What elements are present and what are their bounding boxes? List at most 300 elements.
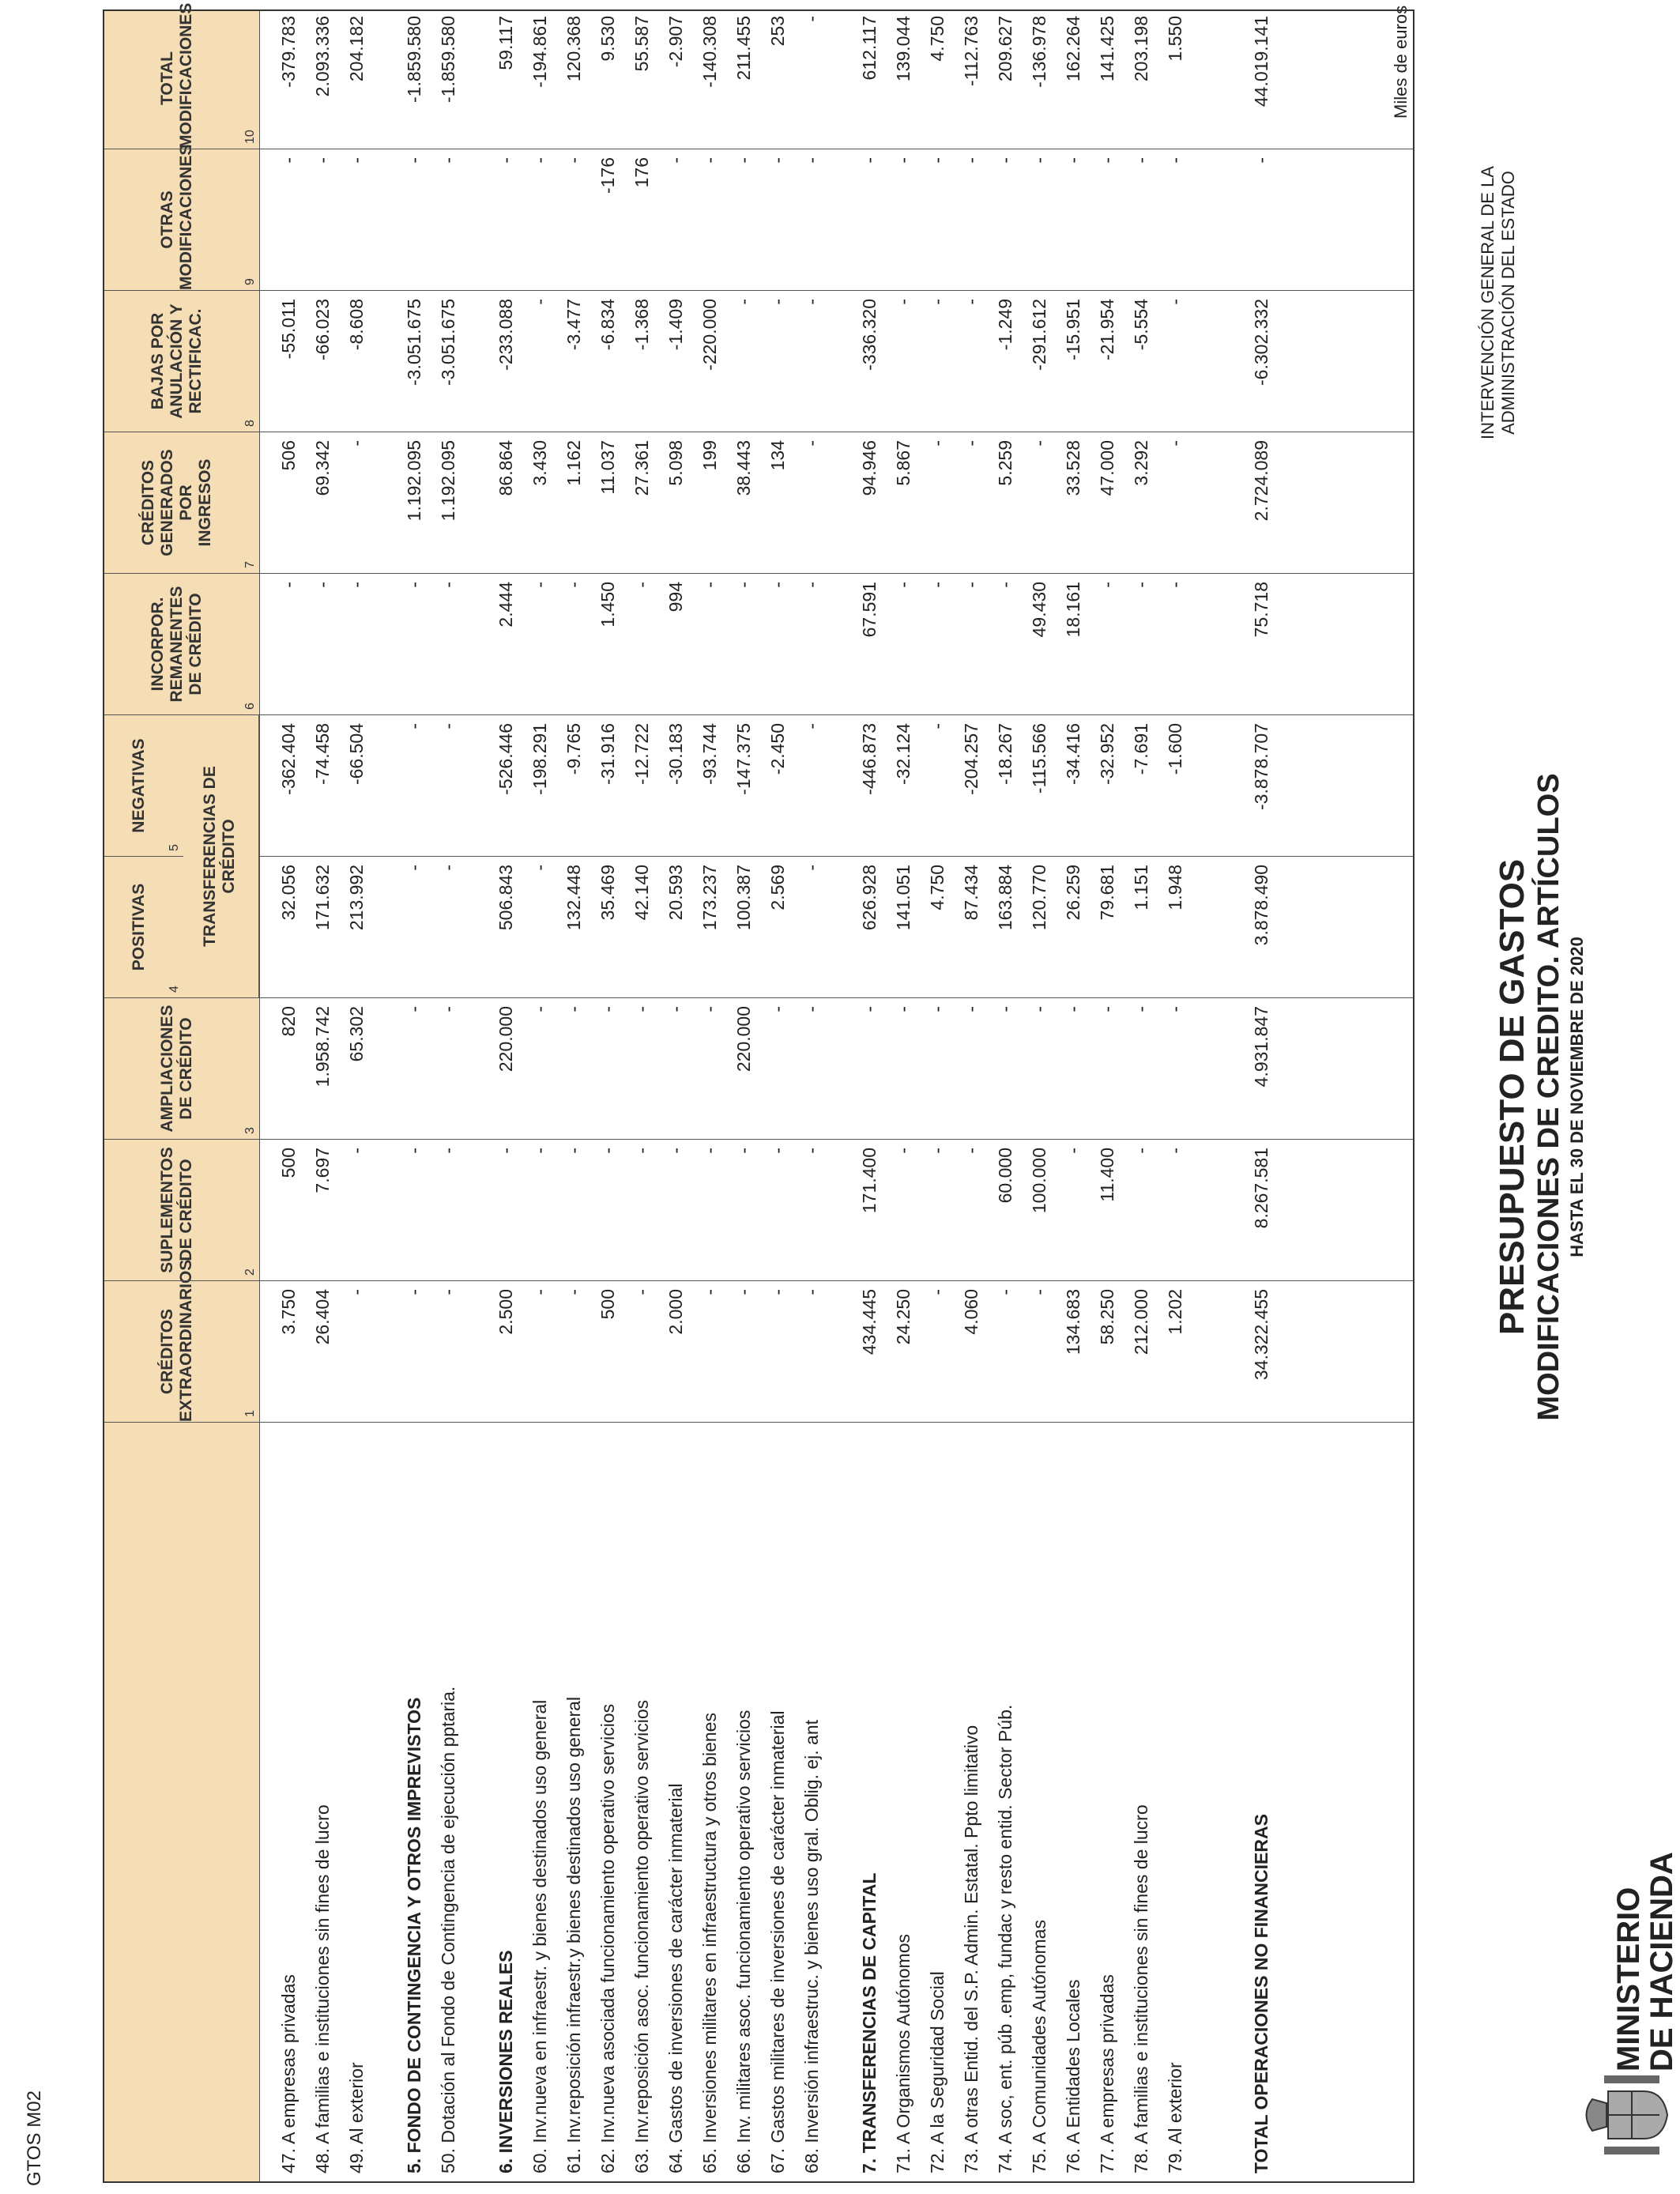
column-header-7	[104, 432, 259, 574]
cell-value: -	[529, 1289, 550, 1295]
cell-value: 60.000	[995, 1148, 1015, 1204]
cell-value: -	[346, 1148, 367, 1154]
row-label: 66. Inv. militares asoc. funcionamiento operativo servicios	[733, 1710, 754, 2173]
column-header-4	[104, 857, 183, 998]
cell-value: -198.291	[529, 723, 550, 795]
table-row	[857, 11, 881, 2181]
cell-value: 69.342	[312, 440, 333, 496]
cell-value: 4.750	[927, 865, 947, 910]
cell-value: 2.724.089	[1251, 440, 1271, 522]
cell-value: -	[438, 1148, 458, 1154]
table-row	[891, 11, 915, 2181]
cell-value: 3.292	[1131, 440, 1151, 486]
cell-value: -	[961, 299, 981, 305]
cell-value: -	[995, 1006, 1015, 1012]
column-group-label: TRANSFERENCIAS DE CRÉDITO	[201, 766, 238, 947]
cell-value: 67.591	[859, 582, 880, 638]
cell-value: 141.425	[1097, 16, 1117, 82]
cell-value: 26.259	[1063, 865, 1083, 921]
row-label: 73. A otras Entid. del S.P. Admin. Estatal. Ppto limitativo	[961, 1725, 981, 2173]
cell-value: -66.023	[312, 299, 333, 361]
cell-value: -	[1063, 1148, 1083, 1154]
cell-value: 220.000	[495, 1006, 516, 1072]
table-row	[1061, 11, 1085, 2181]
column-number: 4	[168, 986, 181, 993]
cell-value: 9.530	[597, 16, 618, 62]
row-label: 6. INVERSIONES REALES	[495, 1950, 516, 2173]
report-title: PRESUPUESTO DE GASTOS	[1493, 858, 1531, 1336]
cell-value: -	[563, 157, 584, 164]
cell-value: -	[927, 1289, 947, 1295]
cell-value: -	[699, 1006, 720, 1012]
column-label: OTRAS MODIFICACIONES	[158, 144, 195, 290]
cell-value: 3.878.490	[1251, 865, 1271, 946]
cell-value: 24.250	[893, 1289, 913, 1345]
column-number: 7	[243, 561, 257, 568]
cell-value: 2.444	[495, 582, 516, 628]
row-label: 68. Inversión infraestruc. y bienes uso gral. Oblig. ej. ant	[801, 1719, 822, 2173]
row-label: 67. Gastos militares de inversiones de carácter inmaterial	[767, 1710, 788, 2173]
modifications-table	[103, 2, 1414, 2183]
cell-value: 87.434	[961, 865, 981, 921]
cell-value: -	[927, 723, 947, 729]
units-label: Miles de euros	[1391, 5, 1411, 119]
cell-value: -	[665, 1148, 686, 1154]
cell-value: -336.320	[859, 299, 880, 371]
column-divider	[259, 1280, 1413, 1281]
cell-value: -5.554	[1131, 299, 1151, 351]
cell-value: -	[597, 1148, 618, 1154]
cell-value: -	[495, 1148, 516, 1154]
cell-value: -	[563, 582, 584, 588]
cell-value: -	[1097, 1006, 1117, 1012]
cell-value: 434.445	[859, 1289, 880, 1355]
column-number: 10	[243, 130, 257, 144]
cell-value: -	[893, 299, 913, 305]
cell-value: 42.140	[631, 865, 652, 921]
cell-value: -	[767, 1006, 788, 1012]
cell-value: -93.744	[699, 723, 720, 786]
cell-value: 100.000	[1029, 1148, 1049, 1214]
cell-value: 44.019.141	[1251, 16, 1271, 107]
cell-value: -	[346, 582, 367, 588]
cell-value: -	[438, 865, 458, 871]
report-subtitle: MODIFICACIONES DE CREDITO. ARTÍCULOS	[1532, 773, 1565, 1421]
cell-value: -	[699, 1289, 720, 1295]
cell-value: -	[927, 157, 947, 164]
cell-value: -	[859, 1006, 880, 1012]
cell-value: 47.000	[1097, 440, 1117, 496]
cell-value: -136.978	[1029, 16, 1049, 88]
cell-value: -	[404, 582, 424, 588]
cell-value: 11.037	[597, 440, 618, 495]
cell-value: -	[893, 1148, 913, 1154]
cell-value: -6.834	[597, 299, 618, 351]
cell-value: -	[529, 299, 550, 305]
cell-value: 5.098	[665, 440, 686, 486]
cell-value: -2.450	[767, 723, 788, 775]
cell-value: -	[859, 157, 880, 164]
cell-value: 1.958.742	[312, 1006, 333, 1088]
row-label: 63. Inv.reposición asoc. funcionamiento operativo servicios	[631, 1699, 652, 2173]
cell-value: 79.681	[1097, 865, 1117, 921]
cell-value: 213.992	[346, 865, 367, 931]
cell-value: -	[404, 1148, 424, 1154]
cell-value: -2.907	[665, 16, 686, 68]
table-header	[104, 2, 259, 2181]
table-row	[562, 11, 586, 2181]
row-label: TOTAL OPERACIONES NO FINANCIERAS	[1251, 1814, 1271, 2173]
cell-value: 253	[767, 16, 788, 47]
table-row	[664, 11, 687, 2181]
cell-value: 171.632	[312, 865, 333, 931]
cell-value: 141.051	[893, 865, 913, 931]
cell-value: -21.954	[1097, 299, 1117, 361]
cell-value: -	[927, 582, 947, 588]
cell-value: -	[961, 157, 981, 164]
row-label: 72. A la Seguridad Social	[927, 1971, 947, 2173]
cell-value: -	[312, 157, 333, 164]
table-row	[277, 11, 300, 2181]
cell-value: -	[801, 865, 822, 871]
column-label: INCORPOR. REMANENTES DE CRÉDITO	[149, 586, 205, 703]
cell-value: 199	[699, 440, 720, 471]
column-label: AMPLIACIONES DE CRÉDITO	[158, 1005, 195, 1133]
cell-value: -	[1063, 1006, 1083, 1012]
column-header-1	[104, 1259, 259, 1423]
cell-value: -	[893, 582, 913, 588]
cell-value: 204.182	[346, 16, 367, 82]
cell-value: -233.088	[495, 299, 516, 371]
cell-value: 173.237	[699, 865, 720, 931]
cell-value: -12.722	[631, 723, 652, 786]
cell-value: -1.368	[631, 299, 652, 351]
cell-value: -526.446	[495, 723, 516, 795]
cell-value: 171.400	[859, 1148, 880, 1214]
cell-value: -3.878.707	[1251, 723, 1271, 810]
cell-value: 11.400	[1097, 1148, 1117, 1202]
cell-value: -	[1165, 1006, 1185, 1012]
column-number: 5	[168, 844, 181, 851]
table-row	[311, 11, 334, 2181]
cell-value: 176	[631, 157, 652, 188]
cell-value: -220.000	[699, 299, 720, 371]
cell-value: 211.455	[733, 16, 754, 81]
cell-value: -	[1063, 157, 1083, 164]
cell-value: -	[801, 1006, 822, 1012]
cell-value: 65.302	[346, 1006, 367, 1062]
cell-value: 203.198	[1131, 16, 1151, 82]
cell-value: -	[733, 299, 754, 305]
cell-value: -3.477	[563, 299, 584, 351]
cell-value: -	[563, 1148, 584, 1154]
cell-value: -362.404	[278, 723, 299, 795]
cell-value: -	[1029, 157, 1049, 164]
cell-value: -1.600	[1165, 723, 1185, 775]
cell-value: 59.117	[495, 16, 516, 70]
cell-value: -	[1165, 582, 1185, 588]
cell-value: -	[1131, 157, 1151, 164]
cell-value: -446.873	[859, 723, 880, 795]
row-label: 49. Al exterior	[346, 2062, 367, 2173]
table-row	[959, 11, 983, 2181]
cell-value: -32.952	[1097, 723, 1117, 786]
cell-value: -3.051.675	[438, 299, 458, 386]
row-label: 74. A soc, ent. púb .emp, fundac y resto entid. Sector Púb.	[995, 1704, 1015, 2173]
cell-value: 2.093.336	[312, 16, 333, 97]
cell-value: -	[631, 582, 652, 588]
cell-value: -	[801, 723, 822, 729]
cell-value: 8.267.581	[1251, 1148, 1271, 1229]
cell-value: 3.750	[278, 1289, 299, 1335]
cell-value: -	[563, 1006, 584, 1012]
header-divider	[259, 11, 260, 2181]
cell-value: -204.257	[961, 723, 981, 795]
cell-value: -	[346, 157, 367, 164]
cell-value: -194.861	[529, 16, 550, 88]
cell-value: 86.864	[495, 440, 516, 496]
cell-value: -1.249	[995, 299, 1015, 351]
table-row	[766, 11, 789, 2181]
cell-value: 500	[278, 1148, 299, 1178]
cell-value: -	[733, 582, 754, 588]
cell-value: -140.308	[699, 16, 720, 88]
cell-value: -	[801, 157, 822, 164]
column-divider	[259, 1139, 1413, 1140]
cell-value: -1.409	[665, 299, 686, 351]
row-label: 75. A Comunidades Autónomas	[1029, 1920, 1049, 2173]
cell-value: -34.416	[1063, 723, 1083, 786]
cell-value: -	[1165, 157, 1185, 164]
table-row	[402, 11, 426, 2181]
cell-value: -	[1131, 1006, 1151, 1012]
column-divider	[259, 1422, 1413, 1423]
column-header-3	[104, 998, 259, 1140]
cell-value: -	[1165, 440, 1185, 447]
table-row	[1163, 11, 1187, 2181]
cell-value: -291.612	[1029, 299, 1049, 371]
cell-value: -	[495, 157, 516, 164]
cell-value: 163.884	[995, 865, 1015, 931]
cell-value: 20.593	[665, 865, 686, 921]
cell-value: 5.259	[995, 440, 1015, 486]
table-row	[800, 11, 823, 2181]
cell-value: -	[438, 157, 458, 164]
cell-value: -	[529, 582, 550, 588]
cell-value: -3.051.675	[404, 299, 424, 386]
cell-value: -	[1029, 1006, 1049, 1012]
organization-line-1: INTERVENCIÓN GENERAL DE LA	[1478, 166, 1497, 439]
cell-value: 55.587	[631, 16, 652, 72]
cell-value: -	[995, 1289, 1015, 1295]
cell-value: 4.931.847	[1251, 1006, 1271, 1088]
table-row	[925, 11, 949, 2181]
cell-value: -112.763	[961, 16, 981, 87]
cell-value: 209.627	[995, 16, 1015, 82]
cell-value: 18.161	[1063, 582, 1083, 638]
column-label: CRÉDITOS EXTRAORDINARIOS	[158, 1259, 195, 1422]
row-label: 60. Inv.nueva en infraestr. y bienes destinados uso general	[529, 1699, 550, 2173]
column-divider	[259, 290, 1413, 291]
cell-value: -	[733, 1148, 754, 1154]
cell-value: -	[801, 16, 822, 22]
column-divider	[259, 856, 1413, 857]
column-number: 3	[243, 1127, 257, 1134]
cell-value: -	[346, 440, 367, 447]
cell-value: 2.500	[495, 1289, 516, 1335]
cell-value: -32.124	[893, 723, 913, 786]
cell-value: -	[801, 1289, 822, 1295]
table-row	[698, 11, 721, 2181]
row-label: 65. Inversiones militares en infraestructura y otros bienes	[699, 1713, 720, 2173]
cell-value: 134.683	[1063, 1289, 1083, 1355]
cell-value: 7.697	[312, 1148, 333, 1193]
cell-value: 134	[767, 440, 788, 471]
cell-value: -	[631, 1006, 652, 1012]
cell-value: -	[1131, 1148, 1151, 1154]
cell-value: -	[699, 157, 720, 164]
column-number: 2	[243, 1269, 257, 1276]
cell-value: -	[801, 299, 822, 305]
cell-value: -	[631, 1148, 652, 1154]
table-body	[259, 11, 1413, 2181]
cell-value: -	[733, 1289, 754, 1295]
column-number: 6	[243, 703, 257, 710]
cell-value: -9.765	[563, 723, 584, 775]
cell-value: -1.859.580	[404, 16, 424, 103]
ministry-line-1: MINISTERIO	[1611, 1887, 1646, 2071]
cell-value: -	[1131, 582, 1151, 588]
cell-value: 1.550	[1165, 16, 1185, 62]
cell-value: -379.783	[278, 16, 299, 88]
cell-value: -	[404, 1289, 424, 1295]
cell-value: -6.302.332	[1251, 299, 1271, 386]
cell-value: -	[1097, 157, 1117, 164]
cell-value: 612.117	[859, 16, 880, 81]
column-label: TOTAL MODIFICACIONES	[158, 2, 195, 149]
column-divider	[259, 714, 1413, 715]
column-number: 8	[243, 420, 257, 427]
cell-value: 1.450	[597, 582, 618, 628]
cell-value: 3.430	[529, 440, 550, 486]
cell-value: 1.948	[1165, 865, 1185, 910]
cell-value: -147.375	[733, 723, 754, 795]
cell-value: -15.951	[1063, 299, 1083, 361]
cell-value: 120.770	[1029, 865, 1049, 931]
table-row	[1249, 11, 1273, 2181]
row-label: 64. Gastos de inversiones de carácter inmaterial	[665, 1783, 686, 2173]
column-label: BAJAS POR ANULACIÓN Y RECTIFICAC.	[149, 303, 205, 419]
row-label: 78. A familias e instituciones sin fines de lucro	[1131, 1804, 1151, 2173]
cell-value: -	[1165, 299, 1185, 305]
cell-value: -66.504	[346, 723, 367, 786]
cell-value: 139.044	[893, 16, 913, 82]
cell-value: -	[438, 582, 458, 588]
cell-value: -	[438, 1289, 458, 1295]
cell-value: -	[995, 582, 1015, 588]
cell-value: -	[961, 1006, 981, 1012]
cell-value: 2.569	[767, 865, 788, 910]
cell-value: -31.916	[597, 723, 618, 786]
cell-value: 32.056	[278, 865, 299, 921]
row-label: 47. A empresas privadas	[278, 1974, 299, 2173]
cell-value: 626.928	[859, 865, 880, 931]
table-row	[436, 11, 460, 2181]
cell-value: 162.264	[1063, 16, 1083, 82]
cell-value: -30.183	[665, 723, 686, 786]
cell-value: -176	[597, 157, 618, 194]
table-row	[528, 11, 552, 2181]
cell-value: -	[404, 157, 424, 164]
cell-value: -	[927, 1148, 947, 1154]
table-row	[1095, 11, 1119, 2181]
table-row	[993, 11, 1017, 2181]
cell-value: -	[767, 299, 788, 305]
report-date: HASTA EL 30 DE NOVIEMBRE DE 2020	[1567, 937, 1587, 1257]
cell-value: 4.750	[927, 16, 947, 62]
column-divider	[259, 573, 1413, 574]
column-number: 1	[243, 1410, 257, 1417]
cell-value: -	[597, 1006, 618, 1012]
cell-value: -	[893, 157, 913, 164]
cell-value: -	[927, 1006, 947, 1012]
cell-value: 75.718	[1251, 582, 1271, 638]
cell-value: -	[733, 157, 754, 164]
cell-value: -	[927, 440, 947, 447]
cell-value: -	[801, 440, 822, 447]
cell-value: -	[801, 582, 822, 588]
cell-value: -	[438, 723, 458, 729]
cell-value: 1.192.095	[404, 440, 424, 522]
column-label: POSITIVAS	[130, 883, 148, 971]
cell-value: -	[631, 1289, 652, 1295]
row-label: 61. Inv.reposición infraestr.y bienes destinados uso general	[563, 1696, 584, 2173]
cell-value: 132.448	[563, 865, 584, 931]
cell-value: 220.000	[733, 1006, 754, 1072]
cell-value: -	[961, 582, 981, 588]
cell-value: -	[1165, 1148, 1185, 1154]
cell-value: 500	[597, 1289, 618, 1320]
cell-value: -	[767, 1289, 788, 1295]
row-label: 79. Al exterior	[1165, 2062, 1185, 2173]
cell-value: -1.859.580	[438, 16, 458, 103]
footer-code: GTOS M02	[24, 2090, 45, 2186]
cell-value: -	[404, 1006, 424, 1012]
cell-value: 49.430	[1029, 582, 1049, 638]
cell-value: 58.250	[1097, 1289, 1117, 1345]
cell-value: 120.368	[563, 16, 584, 82]
column-label: SUPLEMENTOS DE CRÉDITO	[158, 1147, 195, 1273]
cell-value: 1.162	[563, 440, 584, 486]
cell-value: -	[767, 582, 788, 588]
table-row	[494, 11, 518, 2181]
cell-value: -	[404, 723, 424, 729]
cell-value: -	[404, 865, 424, 871]
cell-value: -	[529, 865, 550, 871]
table-row	[630, 11, 654, 2181]
cell-value: -	[961, 440, 981, 447]
row-label: 77. A empresas privadas	[1097, 1974, 1117, 2173]
cell-value: -74.458	[312, 723, 333, 786]
column-header-8	[104, 291, 259, 432]
cell-value: 506.843	[495, 865, 516, 931]
cell-value: -	[278, 157, 299, 164]
cell-value: -	[995, 157, 1015, 164]
column-header-5	[104, 715, 183, 857]
cell-value: -	[927, 299, 947, 305]
cell-value: 1.202	[1165, 1289, 1185, 1335]
column-number: 9	[243, 278, 257, 285]
